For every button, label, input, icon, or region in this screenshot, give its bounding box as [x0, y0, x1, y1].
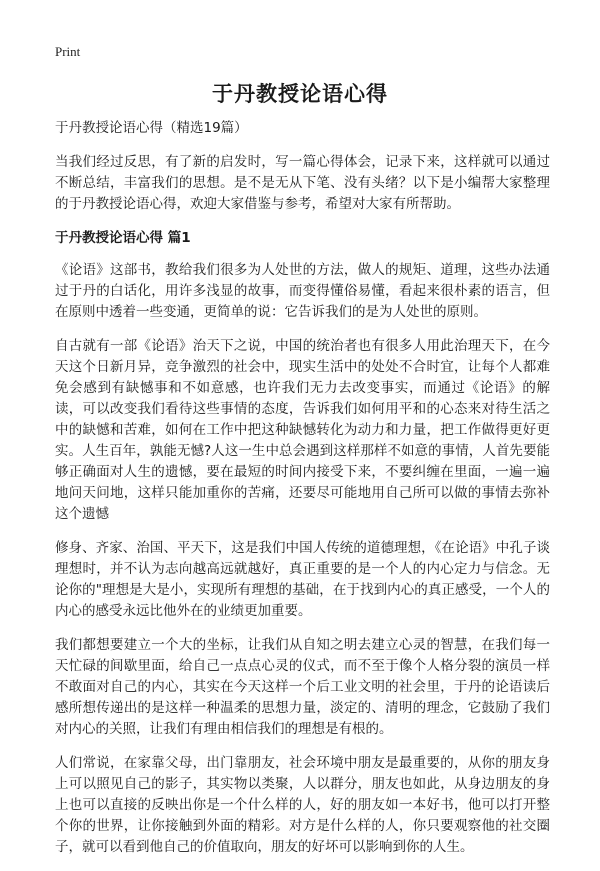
- intro-paragraph: 当我们经过反思，有了新的启发时，写一篇心得体会，记录下来，这样就可以通过不断总结，丰富我们的思想。是不是无从下笔、没有头绪？以下是小编帮大家整理的于丹教授论语心得，欢迎大家借鉴与参考，希望对大家有所帮助。: [55, 154, 550, 212]
- article-subtitle: 于丹教授论语心得（精选19篇）: [55, 120, 248, 136]
- page-title: 于丹教授论语心得: [212, 82, 388, 106]
- section-heading: 于丹教授论语心得 篇1: [55, 230, 191, 246]
- print-link[interactable]: Print: [55, 44, 81, 59]
- paragraph: 《论语》这部书，教给我们很多为人处世的方法，做人的规矩、道理，这些办法通过于丹的白话化，用许多浅显的故事，而变得懂俗易懂，看起来很朴素的语言，但在原则中透着一些变通，更简单的说：它告诉我们的是为人处世的原则。: [55, 262, 550, 320]
- paragraph: 我们都想要建立一个大的坐标，让我们从自知之明去建立心灵的智慧，在我们每一天忙碌的间歇里面，给自己一点点心灵的仪式，而不至于像个人格分裂的演员一样不敢面对自己的内心，其实在今天这样一个后工业文明的社会里，于丹的论语读后感所想传递出的是这样一种温柔的思想力量，淡定的、清明的理念，它鼓励了我们对内心的关照，让我们有理由相信我们的理想是有根的。: [55, 637, 550, 737]
- paragraph: 人们常说，在家靠父母，出门靠朋友，社会环境中朋友是最重要的，从你的朋友身上可以照见自己的影子，其实物以类聚，人以群分，朋友也如此，从身边朋友的身上也可以直接的反映出你是一个什么样的人，好的朋友如一本好书，他可以打开整个你的世界，让你接触到外面的精彩。对方是什么样的人，你只要观察他的社交圈子，就可以看到他自己的价值取向，朋友的好坏可以影响到你的人生。: [55, 755, 550, 855]
- paragraph: 自古就有一部《论语》治天下之说，中国的统治者也有很多人用此治理天下，在今天这个日新月异，竞争激烈的社会中，现实生活中的处处不合时宜，让每个人都难免会感到有缺憾事和不如意感，也许我们无力去改变事实，而通过《论语》的解读，可以改变我们看待这些事情的态度，告诉我们如何用平和的心态来对待生活之中的缺憾和苦难，如何在工作中把这种缺憾转化为动力和力量，把工作做得更好更实。人生百年，孰能无憾?人这一生中总会遇到这样那样不如意的事情，人首先要能够正确面对人生的遗憾，要在最短的时间内接受下来，不要纠缠在里面，一遍一遍地问天问地，这样只能加重你的苦痛，还要尽可能地用自己所可以做的事情去弥补这个遗憾: [55, 338, 550, 522]
- paragraph: 修身、齐家、治国、平天下，这是我们中国人传统的道德理想，《在论语》中孔子谈理想时，并不认为志向越高远就越好，真正重要的是一个人的内心定力与信念。无论你的"理想是大是小，实现所有理想的基础，在于找到内心的真正感受，一个人的内心的感受永远比他外在的业绩更加重要。: [55, 540, 550, 619]
- article-body: [55, 118, 550, 871]
